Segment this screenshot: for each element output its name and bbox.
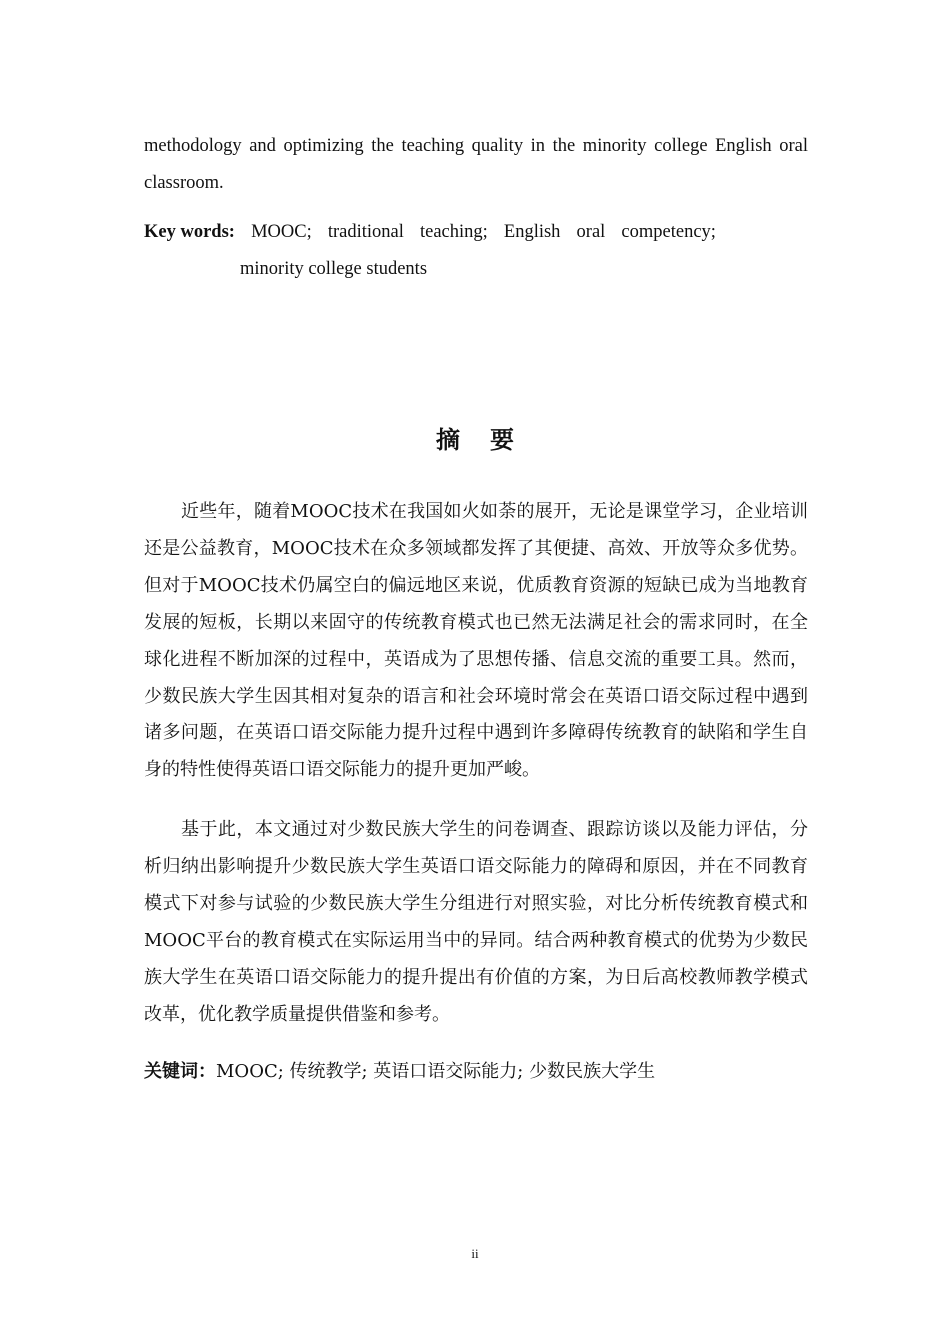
english-keywords-continuation: minority college students xyxy=(240,259,428,279)
chinese-keywords xyxy=(144,1054,655,1090)
english-keyword: competency; xyxy=(621,222,716,242)
page-number: ii xyxy=(471,1246,479,1261)
english-keywords xyxy=(144,214,808,288)
english-keyword: oral xyxy=(576,222,606,242)
chinese-keywords-label: 关键词： xyxy=(144,1061,216,1082)
english-abstract-continuation: methodology and optimizing the teaching quality in the minority college English oral classroom. xyxy=(144,136,808,193)
english-keywords-line xyxy=(144,214,716,251)
english-keywords-label: Key words: xyxy=(144,222,235,242)
chinese-abstract-title: 摘要 xyxy=(436,425,544,454)
english-keyword: teaching; xyxy=(419,222,488,242)
english-keyword: traditional xyxy=(327,222,404,242)
english-keyword: MOOC; xyxy=(251,222,312,242)
chinese-keywords-list: MOOC; 传统教学; 英语口语交际能力; 少数民族大学生 xyxy=(216,1061,656,1082)
chinese-abstract-paragraph: 近些年，随着MOOC技术在我国如火如荼的展开，无论是课堂学习，企业培训还是公益教育，MOOC技术在众多领域都发挥了其便捷、高效、开放等众多优势。但对于MOOC技术仍属空白的偏远地区来说，优质教育资源的短缺已成为当地教育发展的短板，长期以来固守的传统教育模式也已然无法满足社会的需求同时，在全球化进程不断加深的过程中，英语成为了思想传播、信息交流的重要工具。然而，少数民族大学生因其相对复杂的语言和社会环境时常会在英语口语交际过程中遇到诸多问题，在英语口语交际能力提升过程中遇到许多障碍传统教育的缺陷和学生自身的特性使得英语口语交际能力的提升更加严峻。 xyxy=(144,501,808,781)
english-keyword: English xyxy=(503,222,561,242)
chinese-abstract-paragraph: 基于此，本文通过对少数民族大学生的问卷调查、跟踪访谈以及能力评估，分析归纳出影响提升少数民族大学生英语口语交际能力的障碍和原因，并在不同教育模式下对参与试验的少数民族大学生分组进行对照实验，对比分析传统教育模式和MOOC平台的教育模式在实际运用当中的异同。结合两种教育模式的优势为少数民族大学生在英语口语交际能力的提升提出有价值的方案，为日后高校教师教学模式改革，优化教学质量提供借鉴和参考。 xyxy=(144,819,808,1025)
